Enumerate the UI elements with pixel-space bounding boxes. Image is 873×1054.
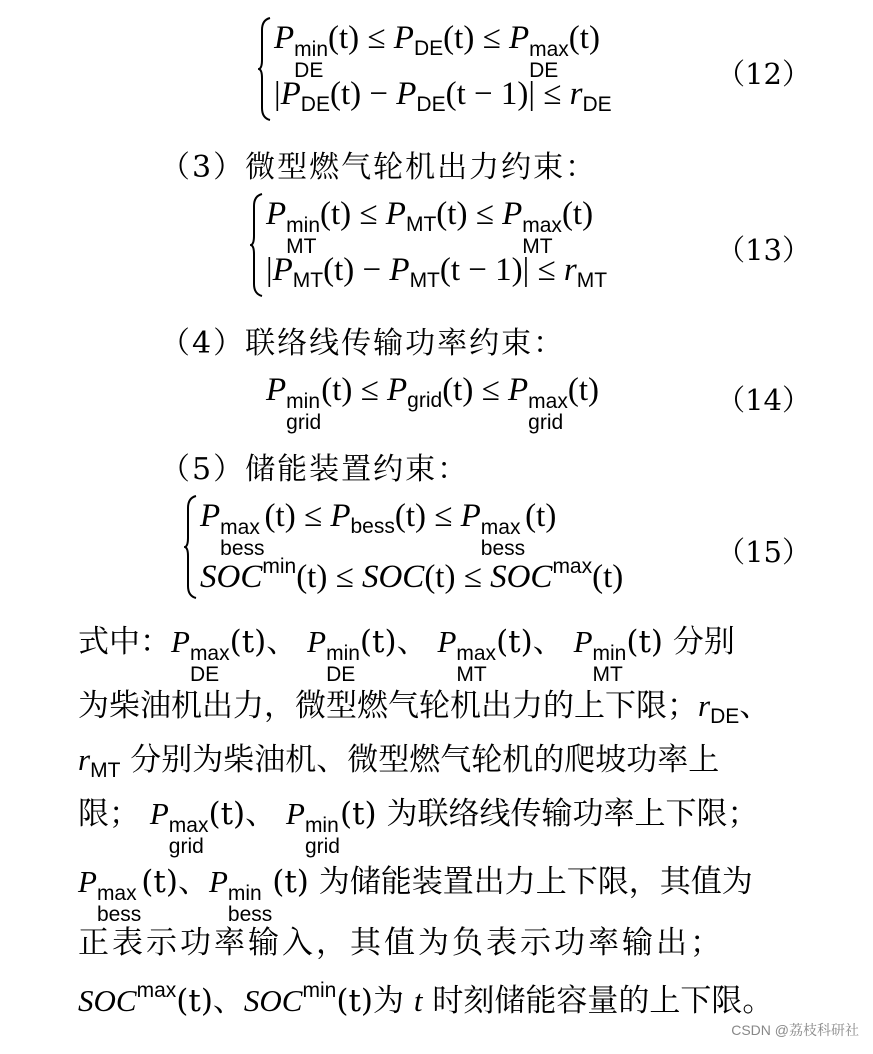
equation-15-line-2: $SOC^{min}(t) \le SOC(t) \le SOC^{max}(t)$ xyxy=(200,555,624,595)
section-4-heading: （4）联络线传输功率约束： xyxy=(160,326,566,361)
explanation-line-1: 式中：P max DE (t)、 P min DE (t)、 P max MT (t)、 P min MT (t) 分别 xyxy=(78,624,735,686)
equation-13-number: （13） xyxy=(716,233,811,267)
brace-icon xyxy=(184,494,198,600)
explanation-line-5: P max bess (t)、P min bess (t) 为储能装置出力上下限，其值为 xyxy=(78,864,753,926)
equation-13-line-2: $|P_{MT}(t) - P_{MT}(t - 1)| \le r_{MT}$ xyxy=(266,252,608,292)
equation-12-line-2: $|P_{DE}(t) - P_{DE}(t - 1)| \le r_{DE}$ xyxy=(274,76,612,116)
explanation-line-6: 正表示功率输入，其值为负表示功率输出； xyxy=(78,925,724,961)
equation-15-number: （15） xyxy=(716,535,811,569)
explanation-line-2: 为柴油机出力，微型燃气轮机出力的上下限；$r_{DE}$、 xyxy=(78,688,771,728)
equation-15-line-1: P max bess $(t) \le P_{bess}(t) \le P$ max bess (t) xyxy=(200,498,557,560)
section-3-heading: （3）微型燃气轮机出力约束： xyxy=(160,150,598,185)
explanation-line-7: $SOC^{max}(t)$、$SOC^{min}(t)$为 t 时刻储能容量的上下限。 xyxy=(78,979,774,1019)
section-5-heading: （5）储能装置约束： xyxy=(160,452,470,487)
brace-icon xyxy=(258,16,272,122)
equation-12-number: （12） xyxy=(716,57,811,91)
explanation-line-3: $r_{MT}$ 分别为柴油机、微型燃气轮机的爬坡功率上 xyxy=(78,742,720,782)
equation-12-line-1: P min DE $(t) \le P_{DE}(t) \le P$ max DE (t) xyxy=(274,20,600,82)
watermark: CSDN @荔枝科研社 xyxy=(731,1022,859,1038)
explanation-line-4: 限； P max grid (t)、 P min grid (t) 为联络线传输功率上下限； xyxy=(78,796,759,858)
brace-icon xyxy=(250,192,264,298)
equation-13-line-1: P min MT $(t) \le P_{MT}(t) \le P$ max MT (t) xyxy=(266,196,594,258)
equation-14: P min grid $(t) \le P_{grid}(t) \le P$ max grid (t) xyxy=(266,372,599,434)
equation-14-number: （14） xyxy=(716,383,811,417)
